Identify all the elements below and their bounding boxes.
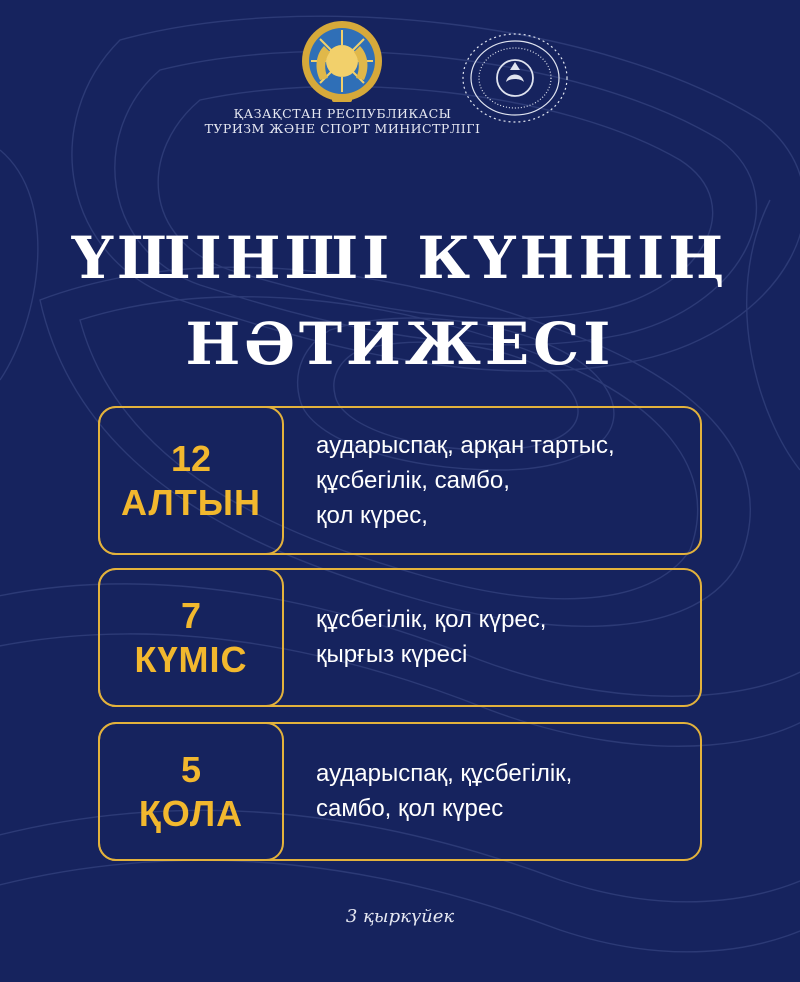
- ministry-line-1: ҚАЗАҚСТАН РЕСПУБЛИКАСЫ: [233, 106, 452, 121]
- title-line-2: НӘТИЖЕСІ: [185, 310, 615, 378]
- medal-count: 5: [180, 748, 202, 790]
- medal-row-gold: [98, 406, 702, 555]
- ministry-name: [200, 106, 485, 136]
- medal-label-silver: [98, 568, 284, 707]
- medal-label-gold: [98, 406, 284, 555]
- page-title: [0, 215, 800, 387]
- medal-row-bronze: [98, 722, 702, 861]
- medal-name: КҮМІС: [134, 638, 248, 680]
- medal-sports-list: құсбегілік, қол күрес, қырғыз күресі: [316, 606, 547, 668]
- medal-count: 7: [180, 594, 202, 636]
- ministry-line-2: ТУРИЗМ ЖӘНЕ СПОРТ МИНИСТРЛІГІ: [204, 121, 481, 136]
- header: [0, 0, 800, 150]
- medal-sports-list: аударыспақ, құсбегілік, самбо, қол күрес: [316, 760, 573, 822]
- medal-name: АЛТЫН: [121, 481, 261, 523]
- medal-count: 12: [170, 437, 212, 479]
- kazakhstan-emblem-icon: [300, 18, 384, 104]
- medal-sports-list: аударыспақ, арқан тартыс, құсбегілік, самбо, қол күрес,: [316, 432, 615, 529]
- medal-label-bronze: [98, 722, 284, 861]
- title-line-1: ҮШІНШІ КҮННІҢ: [71, 224, 729, 292]
- footer-date: 3 қыркүйек: [345, 906, 455, 927]
- medal-row-silver: [98, 568, 702, 707]
- medal-name: ҚОЛА: [138, 792, 244, 834]
